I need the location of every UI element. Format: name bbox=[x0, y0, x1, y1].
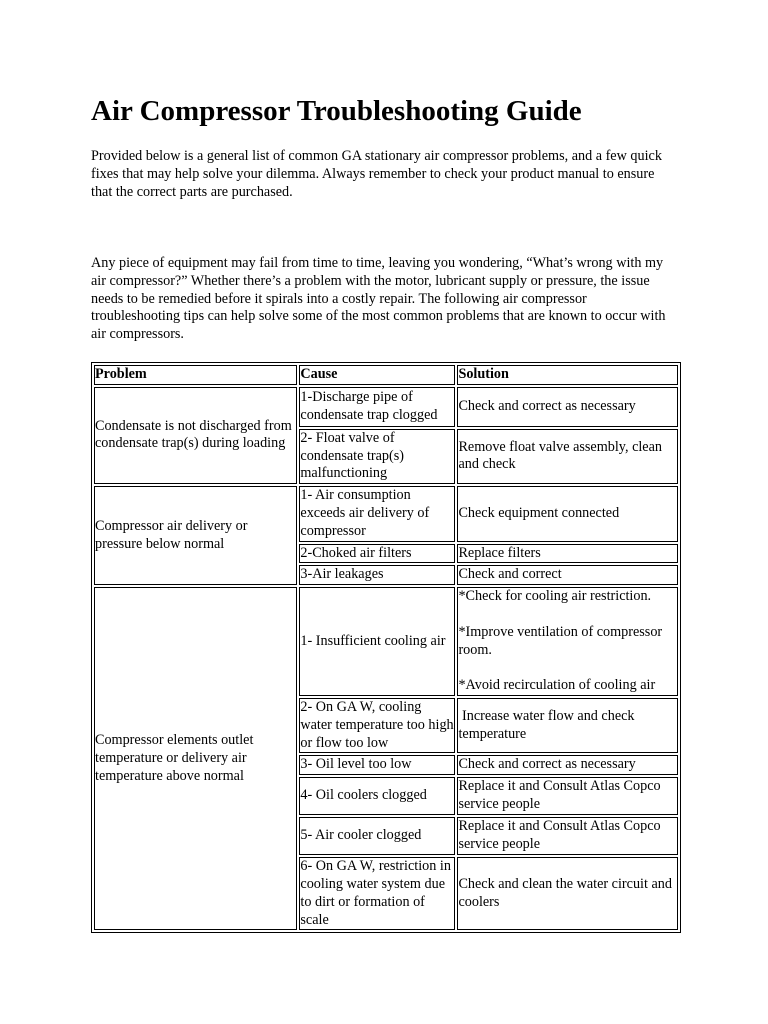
problem-cell: Condensate is not discharged from condensate trap(s) during loading bbox=[94, 387, 297, 484]
cause-cell: 1- Insufficient cooling air bbox=[299, 587, 455, 696]
cause-cell: 3-Air leakages bbox=[299, 565, 455, 585]
intro-paragraph: Provided below is a general list of common GA stationary air compressor problems, and a few quick fixes that may help solve your dilemma. Always remember to check your product manual to ensure that the correct parts are purchased. bbox=[91, 148, 662, 200]
solution-cell: Check and correct as necessary bbox=[457, 387, 678, 427]
troubleshooting-table bbox=[91, 362, 681, 933]
cause-cell: 1-Discharge pipe of condensate trap clogged bbox=[299, 387, 455, 427]
problem-cell: Compressor elements outlet temperature or delivery air temperature above normal bbox=[94, 587, 297, 930]
cause-cell: 1- Air consumption exceeds air delivery of compressor bbox=[299, 486, 455, 541]
solution-cell: Replace it and Consult Atlas Copco service people bbox=[457, 777, 678, 815]
cause-cell: 2-Choked air filters bbox=[299, 544, 455, 564]
solution-cell: Check and correct as necessary bbox=[457, 755, 678, 775]
solution-cell bbox=[457, 587, 678, 696]
solution-cell: Replace it and Consult Atlas Copco service people bbox=[457, 817, 678, 855]
problem-cell: Compressor air delivery or pressure below normal bbox=[94, 486, 297, 585]
table-header-row bbox=[94, 365, 678, 385]
solution-cell: Remove float valve assembly, clean and check bbox=[457, 429, 678, 484]
cause-cell: 4- Oil coolers clogged bbox=[299, 777, 455, 815]
solution-line: *Improve ventilation of compressor room. bbox=[458, 623, 663, 658]
solution-cell: Check and clean the water circuit and coolers bbox=[457, 857, 678, 930]
solution-cell: Check equipment connected bbox=[457, 486, 678, 541]
solution-cell: Increase water flow and check temperature bbox=[457, 698, 678, 753]
table-row bbox=[94, 486, 678, 541]
cause-cell: 6- On GA W, restriction in cooling water system due to dirt or formation of scale bbox=[299, 857, 455, 930]
solution-cell: Replace filters bbox=[457, 544, 678, 564]
table-row bbox=[94, 587, 678, 696]
cause-cell: 2- On GA W, cooling water temperature too high or flow too low bbox=[299, 698, 455, 753]
table-row bbox=[94, 387, 678, 427]
header-solution: Solution bbox=[457, 365, 678, 385]
solution-line: *Avoid recirculation of cooling air bbox=[458, 677, 656, 694]
solution-line: *Check for cooling air restriction. bbox=[458, 588, 652, 605]
solution-cell: Check and correct bbox=[457, 565, 678, 585]
cause-cell: 2- Float valve of condensate trap(s) malfunctioning bbox=[299, 429, 455, 484]
cause-cell: 3- Oil level too low bbox=[299, 755, 455, 775]
cause-cell: 5- Air cooler clogged bbox=[299, 817, 455, 855]
page-title: Air Compressor Troubleshooting Guide bbox=[91, 95, 582, 127]
header-problem: Problem bbox=[94, 365, 297, 385]
body-paragraph: Any piece of equipment may fail from time to time, leaving you wondering, “What’s wrong with my air compressor?” Whether there’s a problem with the motor, lubricant supply or pressure, the issue needs to be remedied before it spirals into a costly repair. The following air compressor troubleshooting tips can help solve some of the most common problems that are known to occur with air compressors. bbox=[91, 255, 666, 343]
header-cause: Cause bbox=[299, 365, 455, 385]
